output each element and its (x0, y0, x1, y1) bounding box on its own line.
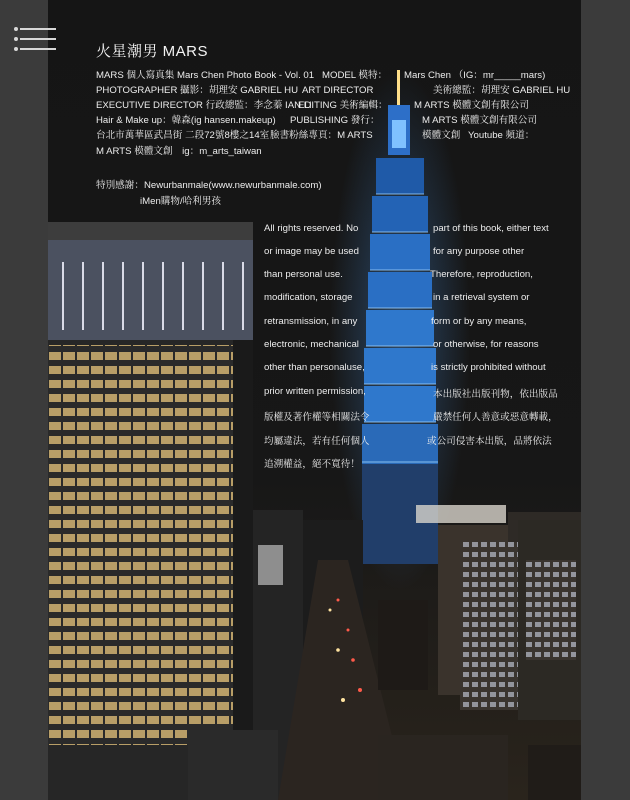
credit-line-1c: Mars Chen （IG：mr_____mars) (404, 70, 546, 81)
rights-right-1: for any purpose other (433, 246, 525, 257)
credit-line-1b: MODEL 模特： (322, 70, 388, 81)
credit-line-2c: 美術總監：胡理安 GABRIEL HU (433, 85, 571, 96)
credit-line-3c: M ARTS 模體文創有限公司 (414, 100, 529, 111)
credit-line-3b: EDITING 美術編輯： (298, 100, 388, 111)
credit-line-4b: PUBLISHING 發行： (290, 115, 380, 126)
rights-left-9: 均屬違法，若有任何個人 (264, 436, 370, 447)
credit-line-4c: M ARTS 模體文創有限公司 (422, 115, 537, 126)
rights-right-9: 或公司侵害本出版，品將依法 (427, 436, 552, 447)
thanks-line-1: 特別感謝：Newurbanmale(www.newurbanmale.com) (96, 180, 322, 191)
rights-right-6: is strictly prohibited without (431, 362, 546, 373)
thanks-line-2: iMen購物/哈利男孩 (140, 196, 222, 207)
rights-right-3: in a retrieval system or (433, 292, 530, 303)
rights-right-5: or otherwise, for reasons (433, 339, 539, 350)
credit-line-5a: 台北市萬華區武昌街 二段72號8樓之14室 (96, 130, 270, 141)
rights-left-3: modification, storage (264, 292, 353, 303)
rights-left-0: All rights reserved. No (264, 223, 359, 234)
credit-line-2b: ART DIRECTOR (302, 85, 374, 96)
rights-left-1: or image may be used (264, 246, 359, 257)
credit-line-2a: PHOTOGRAPHER 攝影：胡理安 GABRIEL HU (96, 85, 299, 96)
rights-left-2: than personal use. (264, 269, 343, 280)
rights-right-7: 本出版社出版刊物，依出版品 (433, 389, 558, 400)
credit-line-5d: Youtube 頻道： (468, 130, 535, 141)
credit-line-5c: 模體文創 (422, 130, 461, 141)
rights-left-8: 版權及著作權等相關法令 (264, 412, 370, 423)
rights-right-2: Therefore, reproduction, (430, 269, 533, 280)
rights-right-4: form or by any means, (431, 316, 527, 327)
rights-right-0: part of this book, either text (433, 223, 549, 234)
rights-left-7: prior written permission, (264, 386, 366, 397)
rights-left-4: retransmission, in any (264, 316, 358, 327)
rights-left-10: 追溯權益，絕不寬待！ (264, 459, 360, 470)
credit-line-5b: 臉書粉絲專頁：M ARTS (270, 130, 373, 141)
credit-line-3a: EXECUTIVE DIRECTOR 行政總監：李念蓁 IAN LI (96, 100, 312, 111)
page-title: 火星潮男 MARS (96, 43, 209, 60)
hamburger-menu-icon[interactable] (20, 28, 56, 58)
credit-line-4a: Hair & Make up：韓森(ig hansen.makeup) (96, 115, 276, 126)
rights-left-6: other than personaluse, (264, 362, 365, 373)
credit-line-6: M ARTS 模體文創 ig：m_arts_taiwan (96, 146, 262, 157)
rights-right-8: 嚴禁任何人善意或惡意轉載， (433, 412, 558, 423)
credit-line-1a: MARS 個人寫真集 Mars Chen Photo Book - Vol. 01 (96, 70, 315, 81)
left-building (48, 222, 253, 800)
rights-left-5: electronic, mechanical (264, 339, 359, 350)
